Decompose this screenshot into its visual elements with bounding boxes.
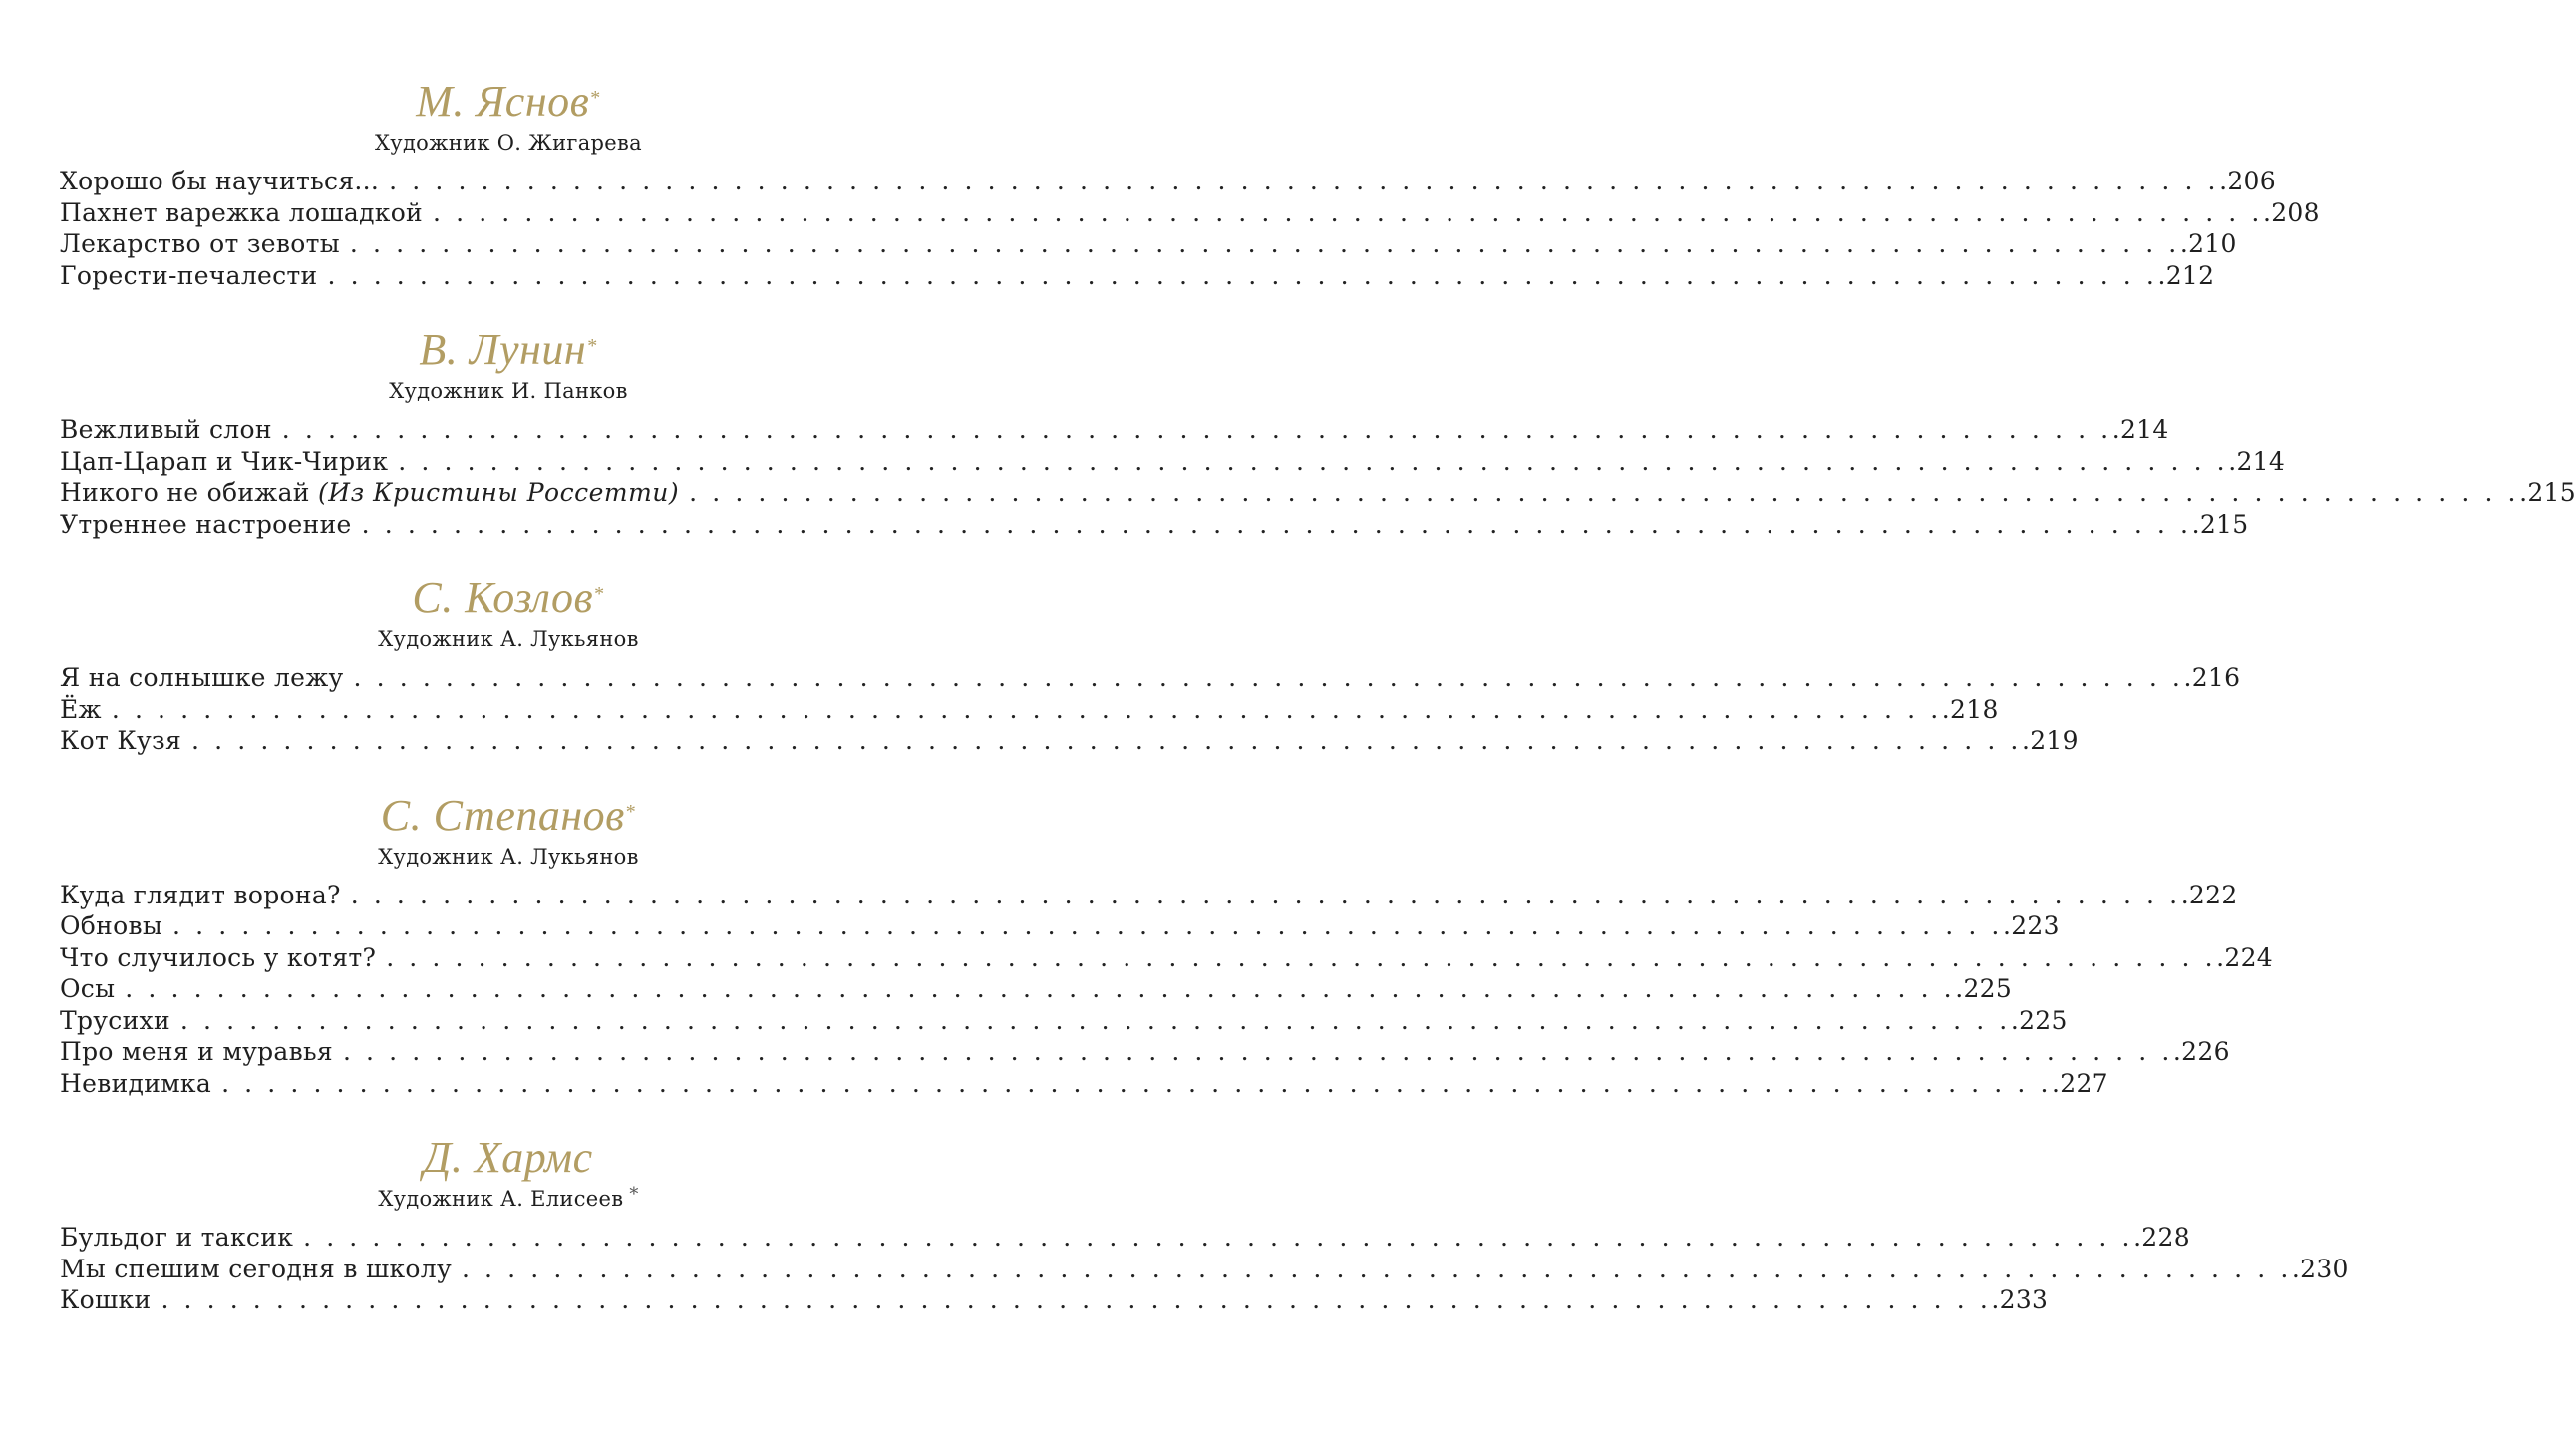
entry-page-number: .224 (2216, 942, 2274, 972)
leader-dots: . . . . . . . . . . . . . . . . . . . . . . . . . . . . . . . . . . . . . . . . . . . . . . . . . . . . . . . . . . . . . . . . . . . . . . . . . . . . . . . . (172, 911, 2003, 940)
entry-title-text: Я на солнышке лежу (60, 663, 344, 692)
author-name: В. Лунин (419, 325, 587, 374)
leader-dots: . . . . . . . . . . . . . . . . . . . . . . . . . . . . . . . . . . . . . . . . . . . . . . . . . . . . . . . . . . . . . . . . . . . . . . . . . . . . . . . . (303, 1223, 2134, 1252)
leader-dots: . . . . . . . . . . . . . . . . . . . . . . . . . . . . . . . . . . . . . . . . . . . . . . . . . . . . . . . . . . . . . . . . . . . . . . . . . . . . . . . . (111, 694, 1942, 724)
leader-dots: . . . . . . . . . . . . . . . . . . . . . . . . . . . . . . . . . . . . . . . . . . . . . . . . . . . . . . . . . . . . . . . . . . . . . . . . . . . . . . . . (342, 1037, 2173, 1066)
leader-dots: . . . . . . . . . . . . . . . . . . . . . . . . . . . . . . . . . . . . . . . . . . . . . . . . . . . . . . . . . . . . . . . . . . . . . . . . . . . . . . . . (361, 509, 2192, 539)
entry-page-number: .218 (1941, 694, 1999, 724)
entry-title-text: Куда глядит ворона? (60, 880, 341, 909)
entry-page-number: .222 (2180, 880, 2238, 909)
illustrator-name: Художник А. Лукьянов (378, 844, 639, 869)
entry-title (60, 477, 689, 509)
entry-title-text: Трусихи (60, 1005, 170, 1035)
entry-title (60, 880, 351, 911)
entry-page-number: .219 (2021, 726, 2079, 755)
toc-entry[interactable] (60, 662, 2241, 694)
toc-section (60, 324, 2576, 540)
entry-page-number: .214 (2111, 415, 2169, 444)
entry-page-number: .206 (2219, 167, 2276, 195)
entry-title-text: Что случилось у котят? (60, 942, 377, 972)
illustrator-name: Художник А. Елисеев (378, 1187, 624, 1211)
illustrator-line (60, 624, 957, 654)
leader-dots: . . . . . . . . . . . . . . . . . . . . . . . . . . . . . . . . . . . . . . . . . . . . . . . . . . . . . . . . . . . . . . . . . . . . . . . . . . . . . . . . (350, 880, 2181, 909)
author-heading (60, 572, 957, 624)
entry-title (60, 1284, 161, 1316)
table-of-contents (60, 76, 2576, 1349)
leader-dots: . . . . . . . . . . . . . . . . . . . . . . . . . . . . . . . . . . . . . . . . . . . . . . . . . . . . . . . . . . . . . . . . . . . . . . . . . . . . . . . . (433, 197, 2263, 227)
author-heading (60, 76, 957, 128)
entry-page-number: .210 (2179, 229, 2237, 258)
entry-title (60, 725, 191, 757)
author-name: М. Яснов (416, 77, 590, 126)
leader-dots: . . . . . . . . . . . . . . . . . . . . . . . . . . . . . . . . . . . . . . . . . . . . . . . . . . . . . . . . . . . . . . . . . . . . . . . . . . . . . . . . (191, 726, 2022, 755)
author-heading (60, 1132, 957, 1184)
toc-entry[interactable] (60, 1254, 2349, 1285)
author-footnote-mark: * (625, 800, 637, 823)
leader-dots: . . . . . . . . . . . . . . . . . . . . . . . . . . . . . . . . . . . . . . . . . . . . . . . . . . . . . . . . . . . . . . . . . . . . . . . . . . . . . . . . (349, 229, 2180, 258)
entry-title (60, 910, 172, 942)
entry-title-text: Цап-Царап и Чик-Чирик (60, 446, 389, 476)
entry-title-text: Пахнет варежка лошадкой (60, 197, 424, 227)
entry-title-text: Мы спешим сегодня в школу (60, 1254, 452, 1283)
illustrator-line (60, 376, 957, 406)
entry-title-text: Утреннее настроение (60, 509, 352, 539)
entry-title (60, 1068, 221, 1100)
entry-title (60, 662, 354, 694)
entry-title (60, 197, 433, 229)
author-name: Д. Хармс (423, 1133, 593, 1182)
leader-dots: . . . . . . . . . . . . . . . . . . . . . . . . . . . . . . . . . . . . . . . . . . . . . . . . . . . . . . . . . . . . . . . . . . . . . . . . . . . . . . . . (386, 942, 2217, 972)
author-name: С. Степанов (380, 790, 625, 840)
author-footnote-mark: * (594, 583, 605, 605)
toc-entry[interactable] (60, 1036, 2230, 1068)
illustrator-line (60, 128, 957, 158)
leader-dots: . . . . . . . . . . . . . . . . . . . . . . . . . . . . . . . . . . . . . . . . . . . . . . . . . . . . . . . . . . . . . . . . . . . . . . . . . . . . . . . . (125, 974, 1956, 1003)
illustrator-name: Художник И. Панков (389, 379, 628, 403)
toc-entry[interactable] (60, 694, 1999, 726)
entry-title-text: Бульдог и таксик (60, 1223, 294, 1252)
entry-page-number: .225 (2010, 1005, 2068, 1035)
entry-title (60, 446, 398, 478)
entry-title (60, 260, 328, 292)
entry-page-number: .216 (2183, 663, 2241, 692)
author-heading (60, 790, 957, 842)
illustrator-line (60, 842, 957, 872)
entry-title (60, 973, 125, 1005)
toc-entry[interactable] (60, 446, 2286, 478)
toc-section (60, 572, 2241, 757)
entry-page-number: .227 (2052, 1068, 2108, 1098)
entry-title (60, 1254, 462, 1285)
entry-title (60, 414, 282, 446)
leader-dots: . . . . . . . . . . . . . . . . . . . . . . . . . . . . . . . . . . . . . . . . . . . . . . . . . . . . . . . . . . . . . . . . . . . . . . . . . . . . . . . . (179, 1005, 2011, 1035)
author-footnote-mark: * (587, 335, 598, 357)
entry-page-number: .230 (2291, 1254, 2349, 1283)
entry-page-number: .215 (2519, 478, 2576, 507)
entry-title-text: Ёж (60, 694, 102, 724)
illustrator-name: Художник А. Лукьянов (378, 627, 639, 651)
entry-page-number: .228 (2133, 1223, 2190, 1252)
entry-page-number: .215 (2191, 509, 2249, 539)
entry-title (60, 1036, 343, 1068)
toc-entry[interactable] (60, 509, 2249, 540)
leader-dots: . . . . . . . . . . . . . . . . . . . . . . . . . . . . . . . . . . . . . . . . . . . . . . . . . . . . . . . . . . . . . . . . . . . . . . . . . . . . . . . . (353, 663, 2184, 692)
toc-section (60, 1132, 2349, 1316)
illustrator-footnote-mark: * (629, 1184, 639, 1205)
toc-section (60, 790, 2274, 1100)
toc-entry[interactable] (60, 166, 2276, 197)
toc-section (60, 76, 2320, 291)
illustrator-name: Художник О. Жигарева (375, 131, 642, 155)
entry-title (60, 228, 350, 260)
toc-entry[interactable] (60, 942, 2274, 974)
entry-page-number: .214 (2228, 446, 2286, 476)
toc-entry[interactable] (60, 725, 2079, 757)
entry-page-number: .226 (2172, 1037, 2230, 1066)
entry-title (60, 942, 386, 974)
toc-entry[interactable] (60, 1068, 2108, 1100)
entry-title-text: Вежливый слон (60, 415, 272, 444)
entry-page-number: .225 (1955, 974, 2013, 1003)
entry-page-number: .223 (2002, 911, 2060, 940)
toc-entry[interactable] (60, 260, 2215, 292)
entry-title-text: Кот Кузя (60, 726, 182, 755)
toc-entry[interactable] (60, 477, 2576, 509)
entry-title (60, 1222, 303, 1254)
entry-title-text: Лекарство от зевоты (60, 229, 340, 258)
leader-dots: . . . . . . . . . . . . . . . . . . . . . . . . . . . . . . . . . . . . . . . . . . . . . . . . . . . . . . . . . . . . . . . . . . . . . . . . . . . . . . . . (689, 478, 2520, 507)
entry-title-text: Хорошо бы научиться... (60, 167, 380, 195)
leader-dots: . . . . . . . . . . . . . . . . . . . . . . . . . . . . . . . . . . . . . . . . . . . . . . . . . . . . . . . . . . . . . . . . . . . . . . . . . . . . . . . . (461, 1254, 2292, 1283)
author-name: С. Козлов (412, 573, 594, 622)
toc-entry[interactable] (60, 910, 2060, 942)
illustrator-line (60, 1184, 957, 1214)
toc-entry[interactable] (60, 1222, 2190, 1254)
entry-title-text: Про меня и муравья (60, 1037, 333, 1066)
leader-dots: . . . . . . . . . . . . . . . . . . . . . . . . . . . . . . . . . . . . . . . . . . . . . . . . . . . . . . . . . . . . . . . . . . . . . . . . . . . . . . . . (221, 1068, 2053, 1098)
entry-title-text: Осы (60, 974, 116, 1003)
toc-entry[interactable] (60, 973, 2013, 1005)
entry-title-text: Никого не обижай (60, 478, 319, 507)
toc-entry[interactable] (60, 1284, 2049, 1316)
entry-title (60, 1005, 180, 1037)
leader-dots: . . . . . . . . . . . . . . . . . . . . . . . . . . . . . . . . . . . . . . . . . . . . . . . . . . . . . . . . . . . . . . . . . . . . . . . . . . . . . . . . (327, 260, 2158, 290)
entry-title (60, 509, 362, 540)
toc-entry[interactable] (60, 414, 2169, 446)
entry-title-text: Обновы (60, 911, 163, 940)
entry-title-text: Горести-печалести (60, 260, 318, 290)
toc-entry[interactable] (60, 197, 2320, 229)
toc-entry[interactable] (60, 1005, 2068, 1037)
leader-dots: . . . . . . . . . . . . . . . . . . . . . . . . . . . . . . . . . . . . . . . . . . . . . . . . . . . . . . . . . . . . . . . . . . . . . . . . . . . . . . . . (161, 1285, 1992, 1314)
entry-title (60, 166, 389, 197)
entry-page-number: .233 (1991, 1285, 2049, 1314)
author-footnote-mark: * (590, 87, 601, 109)
entry-source-note: (Из Кристины Россетти) (318, 478, 680, 507)
toc-entry[interactable] (60, 228, 2237, 260)
entry-title (60, 694, 112, 726)
entry-page-number: .208 (2262, 197, 2320, 227)
entry-title-text: Невидимка (60, 1068, 212, 1098)
entry-title-text: Кошки (60, 1285, 152, 1314)
toc-entry[interactable] (60, 880, 2238, 911)
leader-dots: . . . . . . . . . . . . . . . . . . . . . . . . . . . . . . . . . . . . . . . . . . . . . . . . . . . . . . . . . . . . . . . . . . . . . . . . . . . . . . . . (281, 415, 2112, 444)
entry-page-number: .212 (2157, 260, 2215, 290)
author-heading (60, 324, 957, 376)
leader-dots: . . . . . . . . . . . . . . . . . . . . . . . . . . . . . . . . . . . . . . . . . . . . . . . . . . . . . . . . . . . . . . . . . . . . . . . . . . . . . . . . (389, 167, 2220, 195)
leader-dots: . . . . . . . . . . . . . . . . . . . . . . . . . . . . . . . . . . . . . . . . . . . . . . . . . . . . . . . . . . . . . . . . . . . . . . . . . . . . . . . . (398, 446, 2229, 476)
